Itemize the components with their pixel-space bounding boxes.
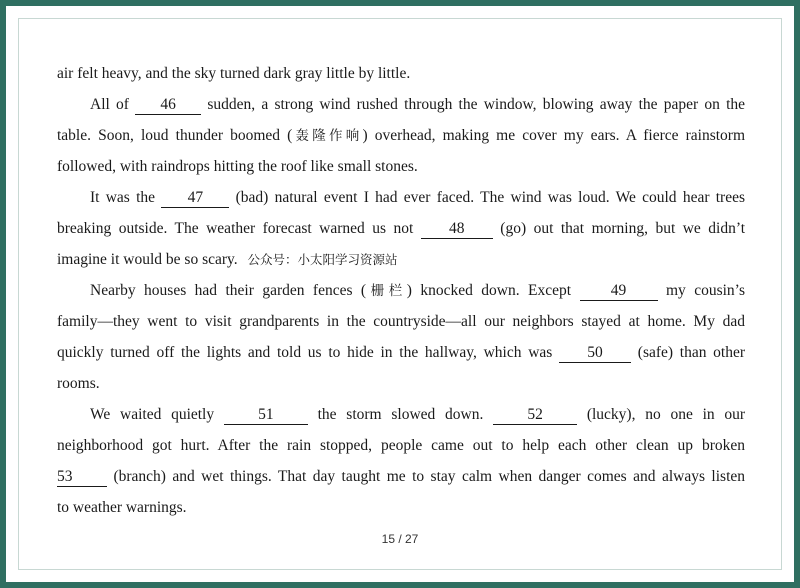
blank-50[interactable]: 50 [559, 344, 631, 363]
page-number: 15 / 27 [381, 532, 419, 546]
text-line [57, 342, 745, 373]
text: air felt heavy, and the sky turned dark gray little by little. [57, 65, 411, 82]
blank-48[interactable]: 48 [421, 220, 493, 239]
text: followed, with raindrops hitting the roof like small stones. [57, 158, 418, 175]
text: sudden, a strong wind rushed through the window, blowing away the paper on the [207, 96, 746, 113]
text: It was the [90, 189, 156, 206]
text-line [57, 404, 745, 435]
text: table. Soon, loud thunder boomed (轰隆作响) overhead, making me cover my ears. A fierce rainstorm [57, 127, 746, 144]
blank-46[interactable]: 46 [135, 96, 201, 115]
text-line [57, 435, 745, 466]
text-line [57, 63, 745, 94]
text: (lucky), no one in our [586, 406, 746, 423]
text: the storm slowed down. [317, 406, 484, 423]
text: All of [90, 96, 129, 113]
text: (safe) than other [637, 344, 746, 361]
text: imagine it would be so scary. [57, 251, 238, 268]
text-line [57, 249, 745, 280]
text-line [57, 466, 745, 497]
text: my cousin’s [665, 282, 746, 299]
text-line [57, 373, 745, 404]
text: (branch) and wet things. That day taught me to stay calm when danger comes and always listen [113, 468, 746, 485]
text: neighborhood got hurt. After the rain stopped, people came out to help each other clean up broken [57, 437, 745, 454]
document-body [57, 63, 745, 528]
watermark-text: 公众号：小太阳学习资源站 [247, 252, 398, 267]
text-line [57, 311, 745, 342]
blank-51[interactable]: 51 [224, 406, 308, 425]
blank-49[interactable]: 49 [580, 282, 658, 301]
blank-53[interactable]: 53 [57, 468, 107, 487]
text-line [57, 156, 745, 187]
text: We waited quietly [90, 406, 215, 423]
text-line [57, 187, 745, 218]
chinese-gloss: 栅栏 [366, 283, 407, 299]
text: (go) out that morning, but we didn’t [500, 220, 746, 237]
text: Nearby houses had their garden fences (栅栏) knocked down. Except [90, 282, 572, 299]
text: family—they went to visit grandparents in the countryside—all our neighbors stayed at home. My dad [57, 313, 745, 330]
blank-47[interactable]: 47 [161, 189, 229, 208]
text-line [57, 280, 745, 311]
text-line [57, 125, 745, 156]
blank-52[interactable]: 52 [493, 406, 577, 425]
text: rooms. [57, 375, 100, 392]
text: (bad) natural event I had ever faced. The wind was loud. We could hear trees [235, 189, 746, 206]
text: breaking outside. The weather forecast warned us not [57, 220, 414, 237]
text: quickly turned off the lights and told us to hide in the hallway, which was [57, 344, 553, 361]
chinese-gloss: 轰隆作响 [292, 128, 363, 144]
text-line [57, 94, 745, 125]
text-line [57, 497, 745, 528]
text-line [57, 218, 745, 249]
text: to weather warnings. [57, 499, 187, 516]
